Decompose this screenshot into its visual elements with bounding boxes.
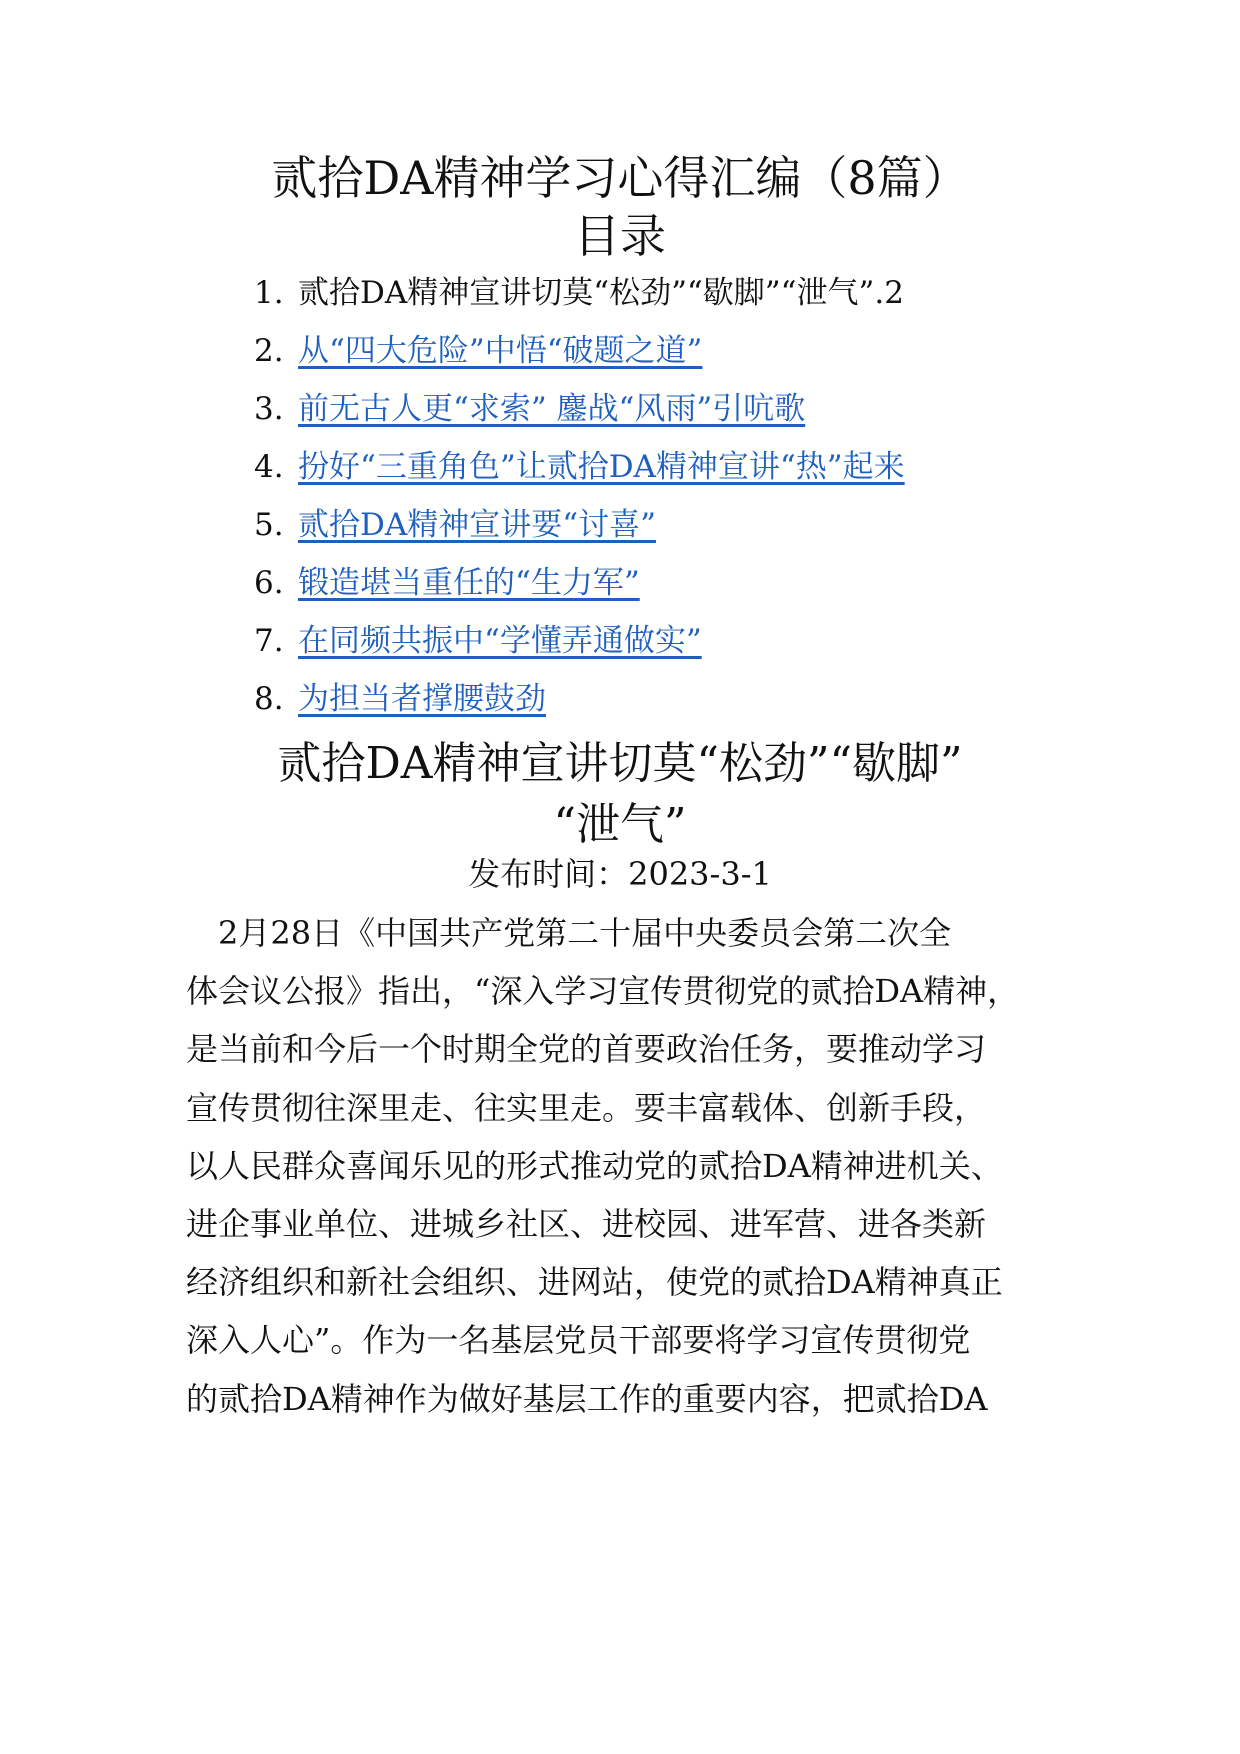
article-title-line-2: “泄气”: [553, 799, 687, 850]
toc-item-6: [254, 561, 640, 605]
publish-time: 发布时间：2023-3-1: [468, 855, 772, 893]
toc-link[interactable]: 从“四大危险”中悟“破题之道”: [298, 333, 703, 369]
toc-number: 5.: [254, 507, 284, 543]
toc-page-number: .2: [874, 275, 904, 311]
toc-number: 3.: [254, 391, 284, 427]
paragraph-line: 以人民群众喜闻乐见的形式推动党的贰拾DA精神进机关、: [186, 1147, 1003, 1185]
toc-number: 4.: [254, 449, 284, 485]
toc-heading: 目录: [574, 209, 666, 263]
paragraph-line: 经济组织和新社会组织、进网站，使党的贰拾DA精神真正: [186, 1263, 1003, 1301]
toc-link[interactable]: 为担当者撑腰鼓劲: [298, 681, 546, 717]
toc-item-1: [254, 271, 904, 315]
toc-link[interactable]: 在同频共振中“学懂弄通做实”: [298, 623, 702, 659]
toc-item-3: [254, 387, 805, 431]
toc-item-5: [254, 503, 656, 547]
document-title: 贰拾DA精神学习心得汇编（8篇）: [271, 151, 969, 205]
toc-link[interactable]: 贰拾DA精神宣讲要“讨喜”: [298, 507, 656, 543]
toc-item-text: 贰拾DA精神宣讲切莫“松劲”“歇脚”“泄气”: [298, 275, 875, 311]
paragraph-line: 的贰拾DA精神作为做好基层工作的重要内容，把贰拾DA: [186, 1380, 988, 1418]
paragraph-line: 是当前和今后一个时期全党的首要政治任务，要推动学习: [186, 1030, 987, 1068]
paragraph-line: 深入人心”。作为一名基层党员干部要将学习宣传贯彻党: [186, 1321, 971, 1359]
toc-link[interactable]: 前无古人更“求索” 鏖战“风雨”引吭歌: [298, 391, 806, 427]
paragraph-line: 2月28日《中国共产党第二十届中央委员会第二次全: [186, 914, 952, 952]
paragraph-line: 宣传贯彻往深里走、往实里走。要丰富载体、创新手段，: [186, 1089, 987, 1127]
article-title-line-1: 贰拾DA精神宣讲切莫“松劲”“歇脚”: [277, 738, 963, 789]
paragraph-line: 进企事业单位、进城乡社区、进校园、进军营、进各类新: [186, 1205, 987, 1243]
toc-item-4: [254, 445, 905, 489]
toc-number: 7.: [254, 623, 284, 659]
toc-item-2: [254, 329, 702, 373]
toc-link[interactable]: 扮好“三重角色”让贰拾DA精神宣讲“热”起来: [298, 449, 905, 485]
toc-number: 6.: [254, 565, 284, 601]
toc-number: 2.: [254, 333, 284, 369]
toc-item-7: [254, 619, 702, 663]
toc-number: 1.: [254, 275, 284, 311]
toc-number: 8.: [254, 681, 284, 717]
paragraph-line: 体会议公报》指出，“深入学习宣传贯彻党的贰拾DA精神，: [186, 972, 1020, 1010]
toc-link[interactable]: 锻造堪当重任的“生力军”: [298, 565, 640, 601]
toc-item-8: [254, 677, 546, 721]
